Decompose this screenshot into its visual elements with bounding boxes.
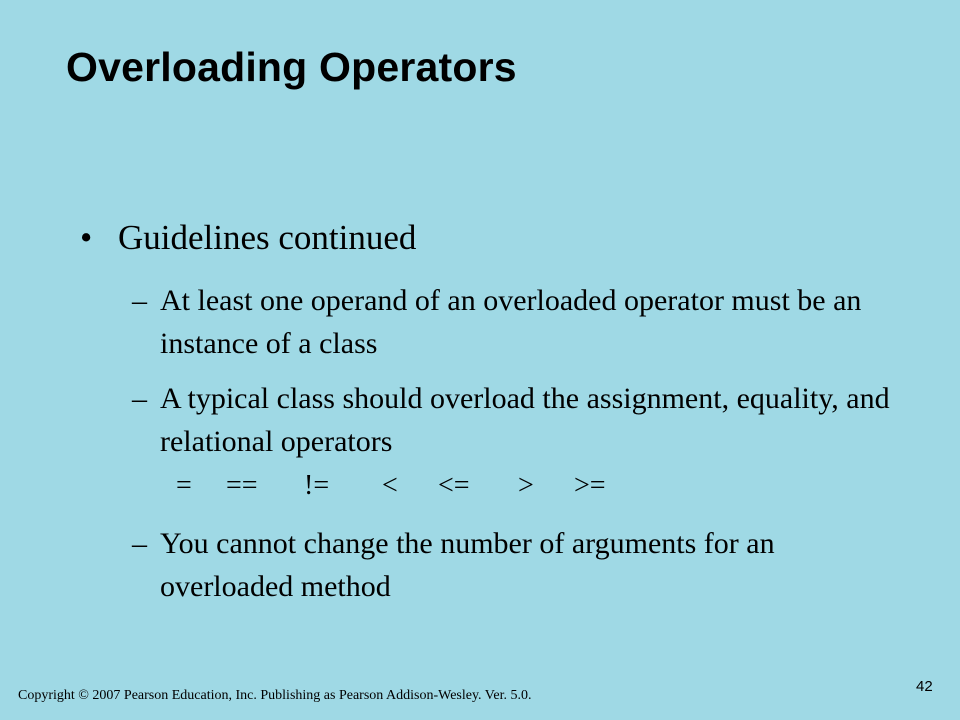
operator-greater: > — [518, 470, 534, 501]
sub-item-text: At least one operand of an overloaded operator must be an instance of a class — [160, 284, 862, 360]
bullet-item — [80, 218, 416, 258]
operator-assign: = — [176, 470, 192, 501]
operator-not-equal: != — [304, 470, 330, 501]
sub-item-marker: – — [132, 382, 147, 415]
operator-equal: == — [226, 470, 258, 501]
bullet-text: Guidelines continued — [118, 218, 417, 257]
sub-item-arguments — [132, 522, 912, 608]
operator-less-equal: <= — [438, 470, 470, 501]
bullet-marker: • — [80, 218, 93, 257]
operator-list — [176, 470, 606, 502]
copyright-footer: Copyright © 2007 Pearson Education, Inc. Publishing as Pearson Addison-Wesley. Ver. 5.0. — [18, 688, 532, 703]
sub-item-operand — [132, 279, 912, 365]
sub-item-text: You cannot change the number of arguments for an overloaded method — [160, 527, 775, 603]
operator-greater-equal: >= — [574, 470, 606, 501]
sub-item-text: A typical class should overload the assignment, equality, and relational operators — [160, 382, 890, 458]
slide-title: Overloading Operators — [66, 44, 517, 90]
page-number: 42 — [916, 678, 933, 695]
sub-item-marker: – — [132, 527, 147, 560]
operator-less: < — [382, 470, 398, 501]
sub-item-typical-class — [132, 377, 912, 463]
sub-item-marker: – — [132, 284, 147, 317]
